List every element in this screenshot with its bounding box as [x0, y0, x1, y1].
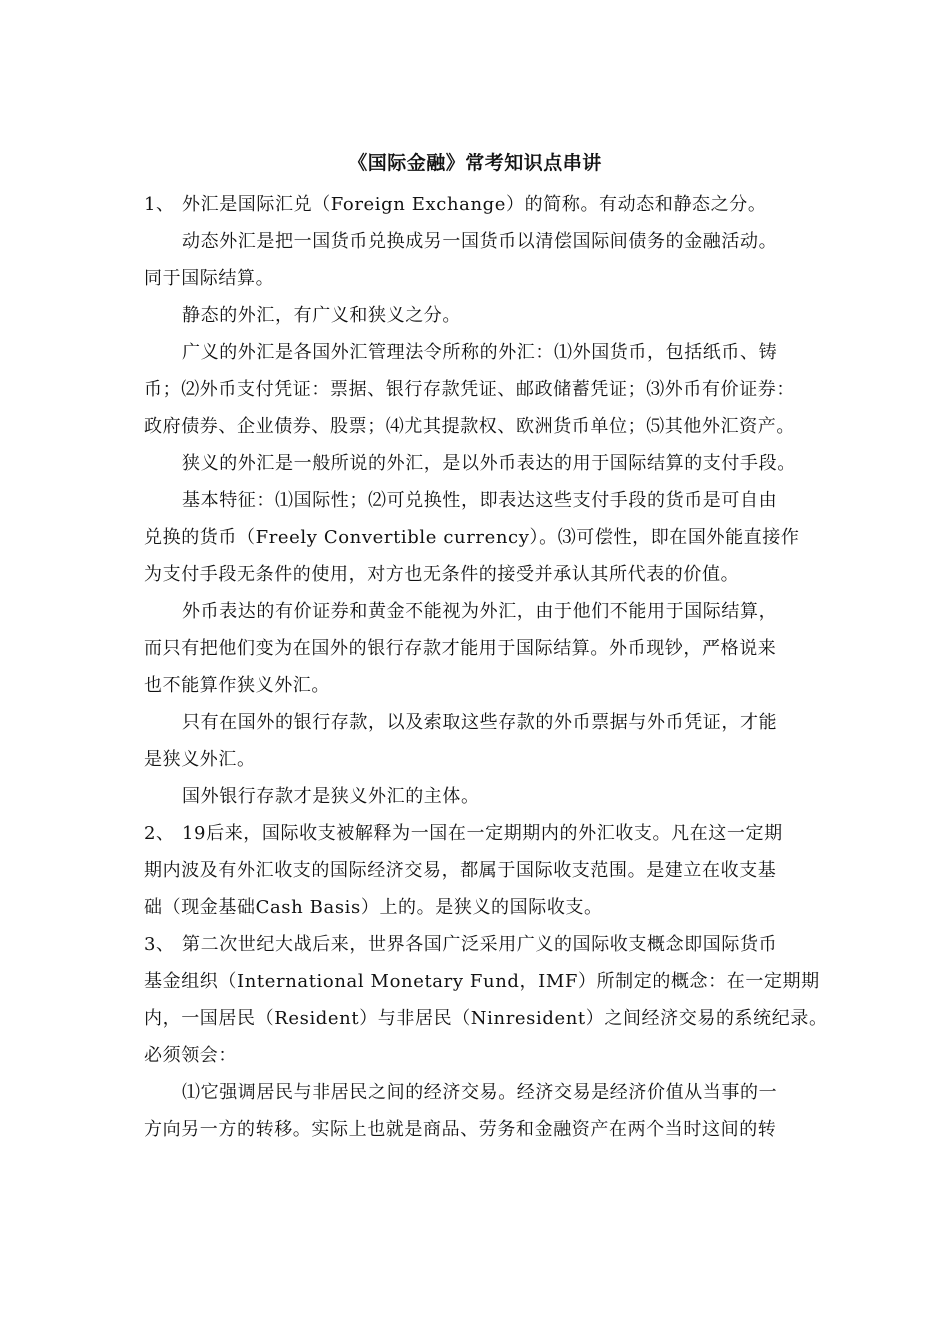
text-line	[144, 519, 820, 556]
line-text: 国外银行存款才是狭义外汇的主体。	[182, 786, 480, 807]
line-text: 也不能算作狭义外汇。	[144, 675, 330, 696]
text-line	[144, 334, 820, 371]
text-line	[144, 556, 820, 593]
text-line	[144, 815, 820, 852]
line-text: 期内波及有外汇收支的国际经济交易，都属于国际收支范围。是建立在收支基	[144, 860, 777, 881]
line-text: 基金组织（International Monetary Fund，IMF）所制定的概念：在一定期期	[144, 971, 820, 992]
line-text: 础（现金基础Cash Basis）上的。是狭义的国际收支。	[144, 897, 603, 918]
text-line	[144, 889, 820, 926]
text-line	[144, 593, 820, 630]
line-text: 而只有把他们变为在国外的银行存款才能用于国际结算。外币现钞，严格说来	[144, 638, 777, 659]
text-line	[144, 408, 820, 445]
line-text: 为支付手段无条件的使用，对方也无条件的接受并承认其所代表的价值。	[144, 564, 740, 585]
document-body	[144, 186, 828, 1148]
text-line	[144, 667, 820, 704]
document-title: 《国际金融》常考知识点串讲	[348, 152, 602, 174]
text-line	[144, 186, 820, 223]
text-line	[144, 741, 820, 778]
line-text: 狭义的外汇是一般所说的外汇，是以外币表达的用于国际结算的支付手段。	[182, 453, 796, 474]
line-text: 政府债券、企业债券、股票；⑷尤其提款权、欧洲货币单位；⑸其他外汇资产。	[144, 416, 795, 437]
line-text: 内，一国居民（Resident）与非居民（Ninresident）之间经济交易的系统纪录。	[144, 1008, 828, 1029]
line-text: 静态的外汇，有广义和狭义之分。	[182, 305, 461, 326]
text-line	[144, 852, 820, 889]
line-text: 19后来，国际收支被解释为一国在一定期期内的外汇收支。凡在这一定期	[182, 823, 783, 844]
line-text: 必须领会：	[144, 1045, 237, 1066]
text-line	[144, 704, 820, 741]
text-line	[144, 223, 820, 260]
text-line	[144, 445, 820, 482]
line-text: 只有在国外的银行存款，以及索取这些存款的外币票据与外币凭证，才能	[182, 712, 778, 733]
text-line	[144, 778, 820, 815]
text-line	[144, 963, 820, 1000]
item-number: 3、	[144, 934, 175, 955]
line-text: 是狭义外汇。	[144, 749, 256, 770]
line-text: 动态外汇是把一国货币兑换成另一国货币以清偿国际间债务的金融活动。	[182, 231, 778, 252]
text-line	[144, 630, 820, 667]
text-line	[144, 297, 820, 334]
text-line	[144, 1074, 820, 1111]
line-text: 外币表达的有价证券和黄金不能视为外汇，由于他们不能用于国际结算，	[182, 601, 778, 622]
text-line	[144, 926, 820, 963]
line-text: 基本特征：⑴国际性；⑵可兑换性，即表达这些支付手段的货币是可自由	[182, 490, 778, 511]
line-text: 兑换的货币（Freely Convertible currency）。⑶可偿性，即在国外能直接作	[144, 527, 800, 548]
line-text: ⑴它强调居民与非居民之间的经济交易。经济交易是经济价值从当事的一	[182, 1082, 778, 1103]
text-line	[144, 1111, 820, 1148]
item-number: 1、	[144, 194, 175, 215]
text-line	[144, 482, 820, 519]
text-line	[144, 1037, 820, 1074]
text-line	[144, 371, 820, 408]
line-text: 方向另一方的转移。实际上也就是商品、劳务和金融资产在两个当时这间的转	[144, 1119, 777, 1140]
text-line	[144, 1000, 828, 1037]
line-text: 第二次世纪大战后来，世界各国广泛采用广义的国际收支概念即国际货币	[182, 934, 778, 955]
item-number: 2、	[144, 823, 175, 844]
line-text: 同于国际结算。	[144, 268, 275, 289]
line-text: 外汇是国际汇兑（Foreign Exchange）的简称。有动态和静态之分。	[182, 194, 767, 215]
line-text: 币；⑵外币支付凭证：票据、银行存款凭证、邮政储蓄凭证；⑶外币有价证券：	[144, 379, 795, 400]
line-text: 广义的外汇是各国外汇管理法令所称的外汇：⑴外国货币，包括纸币、铸	[182, 342, 778, 363]
text-line	[144, 260, 820, 297]
